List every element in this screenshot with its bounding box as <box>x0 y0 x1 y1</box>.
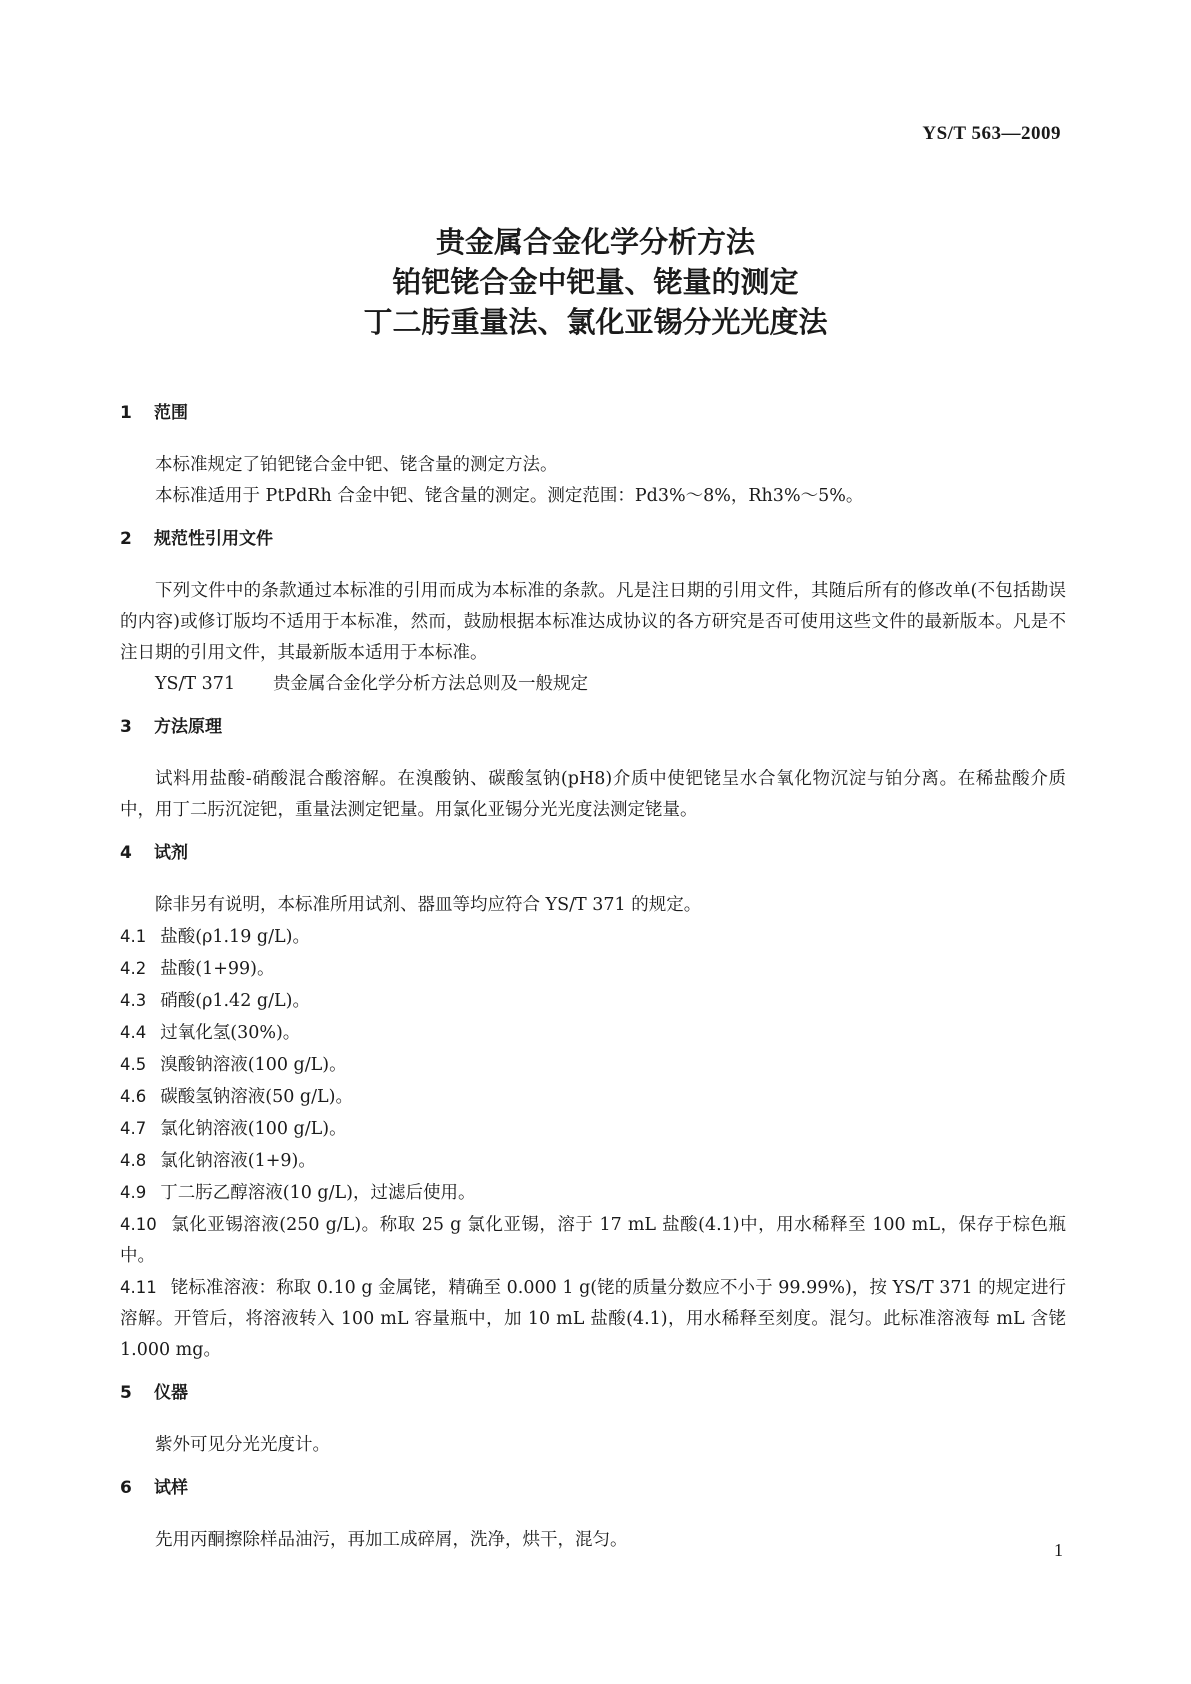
section-principle <box>120 712 1066 826</box>
item-text: 溴酸钠溶液(100 g/L)。 <box>160 1055 347 1075</box>
reference-code: YS/T 371 <box>155 674 236 694</box>
item-text: 过氧化氢(30%)。 <box>160 1023 301 1043</box>
item-text: 氯化钠溶液(100 g/L)。 <box>160 1119 347 1139</box>
title-line-3: 丁二肟重量法、氯化亚锡分光光度法 <box>363 305 828 339</box>
section-heading <box>120 524 1066 555</box>
section-apparatus <box>120 1378 1066 1461</box>
section-heading <box>120 712 1066 743</box>
page-number: 1 <box>1054 1540 1063 1560</box>
standard-code: YS/T 563—2009 <box>922 123 1061 144</box>
item-number: 4.4 <box>120 1023 147 1042</box>
section-heading <box>120 838 1066 869</box>
section-title: 试样 <box>154 1478 188 1498</box>
section-sample <box>120 1473 1066 1556</box>
paragraph: 紫外可见分光光度计。 <box>155 1435 330 1455</box>
section-number: 6 <box>120 1478 132 1498</box>
document-body <box>120 398 1066 1568</box>
reagent-item <box>120 985 1066 1017</box>
section-title: 范围 <box>154 403 188 423</box>
section-number: 4 <box>120 843 132 863</box>
paragraph: 先用丙酮擦除样品油污，再加工成碎屑，洗净，烘干，混匀。 <box>155 1530 628 1550</box>
section-number: 1 <box>120 403 132 423</box>
item-text: 丁二肟乙醇溶液(10 g/L)，过滤后使用。 <box>160 1183 476 1203</box>
paragraph: 除非另有说明，本标准所用试剂、器皿等均应符合 YS/T 371 的规定。 <box>155 895 702 915</box>
section-title: 规范性引用文件 <box>154 529 273 549</box>
section-number: 3 <box>120 717 132 737</box>
section-scope <box>120 398 1066 512</box>
section-number: 5 <box>120 1383 132 1403</box>
item-text: 铑标准溶液：称取 0.10 g 金属铑，精确至 0.000 1 g(铑的质量分数应不小于 99.99%)，按 YS/T 371 的规定进行溶解。开管后，将溶液转入 100 mL 容量瓶中，加 10 mL 盐酸(4.1)，用水稀释至刻度。混匀。此标准溶液每 mL 含铑 1.000 mg。 <box>120 1278 1066 1360</box>
item-number: 4.8 <box>120 1151 147 1170</box>
reagent-item <box>120 1049 1066 1081</box>
item-text: 盐酸(1+99)。 <box>160 959 275 979</box>
item-number: 4.11 <box>120 1278 157 1297</box>
item-number: 4.10 <box>120 1215 157 1234</box>
section-reagents <box>120 838 1066 1366</box>
reagent-item <box>120 1017 1066 1049</box>
title-line-2: 铂钯铑合金中钯量、铑量的测定 <box>392 265 799 299</box>
item-text: 氯化钠溶液(1+9)。 <box>160 1151 316 1171</box>
item-text: 硝酸(ρ1.42 g/L)。 <box>160 991 310 1011</box>
section-heading <box>120 1378 1066 1409</box>
section-title: 方法原理 <box>154 717 222 737</box>
section-title: 仪器 <box>154 1383 188 1403</box>
paragraph: 本标准规定了铂钯铑合金中钯、铑含量的测定方法。 <box>155 455 558 475</box>
item-number: 4.9 <box>120 1183 147 1202</box>
item-number: 4.6 <box>120 1087 147 1106</box>
reference-entry <box>120 669 1066 700</box>
item-number: 4.1 <box>120 927 147 946</box>
section-normative-references <box>120 524 1066 700</box>
item-text: 盐酸(ρ1.19 g/L)。 <box>160 927 310 947</box>
item-text: 碳酸氢钠溶液(50 g/L)。 <box>160 1087 353 1107</box>
item-number: 4.3 <box>120 991 147 1010</box>
reagent-item <box>120 921 1066 953</box>
paragraph: 下列文件中的条款通过本标准的引用而成为本标准的条款。凡是注日期的引用文件，其随后所有的修改单(不包括勘误的内容)或修订版均不适用于本标准，然而，鼓励根据本标准达成协议的各方研究是否可使用这些文件的最新版本。凡是不注日期的引用文件，其最新版本适用于本标准。 <box>120 581 1066 663</box>
item-number: 4.7 <box>120 1119 147 1138</box>
title-line-1: 贵金属合金化学分析方法 <box>435 225 755 259</box>
section-title: 试剂 <box>154 843 188 863</box>
reagent-item <box>120 1113 1066 1145</box>
paragraph: 本标准适用于 PtPdRh 合金中钯、铑含量的测定。测定范围：Pd3%～8%，Rh3%～5%。 <box>155 486 864 506</box>
reagent-item <box>120 953 1066 985</box>
section-number: 2 <box>120 529 132 549</box>
reagent-item <box>120 1145 1066 1177</box>
reagent-item <box>120 1209 1066 1272</box>
reference-title: 贵金属合金化学分析方法总则及一般规定 <box>273 674 588 694</box>
section-heading <box>120 398 1066 429</box>
document-title <box>0 222 1191 342</box>
section-heading <box>120 1473 1066 1504</box>
reagent-item <box>120 1177 1066 1209</box>
reagent-item <box>120 1272 1066 1366</box>
reagent-item <box>120 1081 1066 1113</box>
item-number: 4.2 <box>120 959 147 978</box>
paragraph: 试料用盐酸-硝酸混合酸溶解。在溴酸钠、碳酸氢钠(pH8)介质中使钯铑呈水合氧化物沉淀与铂分离。在稀盐酸介质中，用丁二肟沉淀钯，重量法测定钯量。用氯化亚锡分光光度法测定铑量。 <box>120 769 1066 820</box>
item-number: 4.5 <box>120 1055 147 1074</box>
item-text: 氯化亚锡溶液(250 g/L)。称取 25 g 氯化亚锡，溶于 17 mL 盐酸(4.1)中，用水稀释至 100 mL，保存于棕色瓶中。 <box>120 1215 1066 1266</box>
